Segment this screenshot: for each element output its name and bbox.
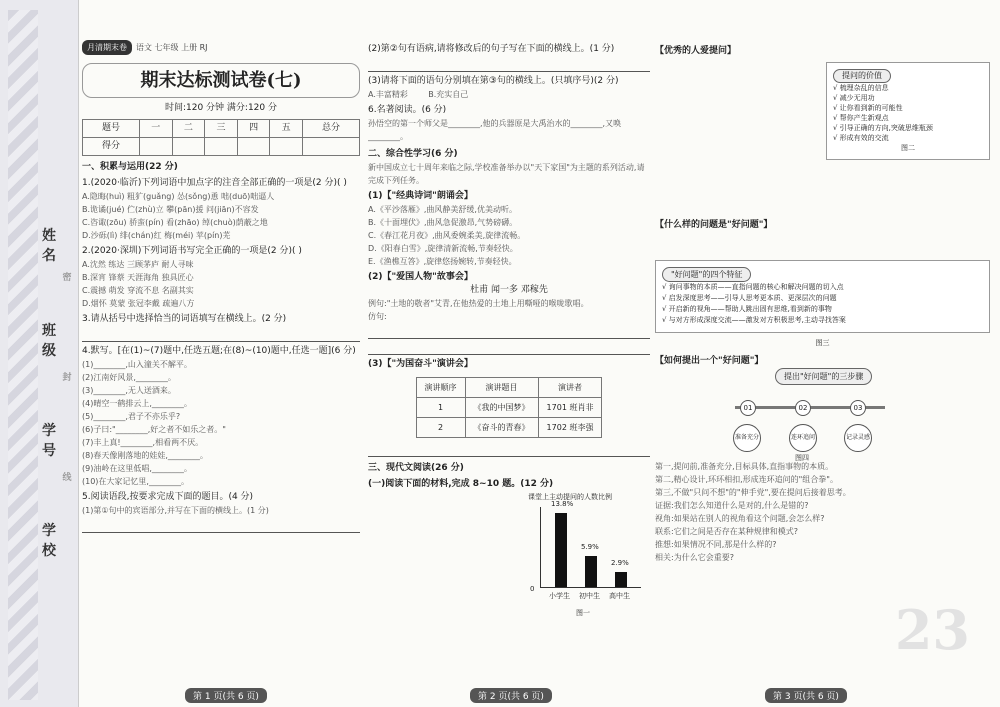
score-row-label: 得分 — [83, 138, 140, 156]
recite-line: (1)________,山入潼关不解平。 — [82, 360, 192, 369]
table-cell: 《我的中国梦》 — [465, 398, 538, 418]
page-3 — [655, 40, 990, 670]
paragraph: 第二,精心设计,环环相扣,形成连环追问的"组合拳"。 — [655, 475, 838, 484]
data-label: 2.9% — [611, 559, 629, 567]
task-3: (3)【"为国奋斗"演讲会】 — [368, 359, 473, 369]
paragraph: 第一,提问前,准备充分,目标具体,直指事物的本质。 — [655, 462, 834, 471]
id-label: 学号 — [42, 423, 56, 459]
option: A.沈然 练达 三顾茅庐 耐人寻味 — [82, 260, 194, 269]
subquestion: (1)第①句中的宾语部分,并写在下面的横线上。(1 分) — [82, 506, 269, 515]
reading-heading: (一)阅读下面的材料,完成 8~10 题。(12 分) — [368, 479, 554, 489]
text-block — [655, 232, 990, 256]
text-block — [655, 164, 990, 214]
table-cell: 1702 班李强 — [538, 418, 602, 438]
recite-line: (4)晴空一鹤排云上,________。 — [82, 399, 192, 408]
people-list: 杜甫 闻一多 邓稼先 — [470, 285, 548, 295]
class-label: 班级 — [42, 323, 56, 359]
score-cell[interactable] — [270, 138, 303, 156]
recite-line: (5)________,君子不亦乐乎? — [82, 412, 181, 421]
category-label: 高中生 — [609, 592, 630, 600]
score-header: 三 — [205, 120, 238, 138]
answer-line[interactable] — [82, 329, 360, 342]
answer-line[interactable] — [368, 326, 650, 339]
category-label: 小学生 — [549, 592, 570, 600]
series-tag: 月清期末卷 — [82, 40, 132, 55]
option: A.丰富精彩 — [368, 90, 408, 99]
table-cell: 2 — [416, 418, 465, 438]
reading-block — [368, 491, 650, 621]
score-header: 四 — [237, 120, 270, 138]
example-sentence: 例句:"土地的敬者"艾青,在他热爱的土地上用嘶哑的喉咙歌唱。 — [368, 299, 589, 308]
score-header: 题号 — [83, 120, 140, 138]
section-heading: 一、积累与运用(22 分) — [82, 162, 178, 172]
question-5: 5.阅读语段,按要求完成下面的题目。(4 分) — [82, 492, 254, 502]
task-1: (1)【"经典诗词"朗诵会】 — [368, 191, 473, 201]
list-item: √ 开启新的视角——帮助人跳出固有思维,看到新的事物 — [662, 305, 832, 313]
paragraph: 联系:它们之间是否存在某种规律和模式? — [655, 527, 798, 536]
table-cell: 1 — [416, 398, 465, 418]
school-label: 学校 — [42, 523, 56, 559]
answer-line[interactable] — [82, 520, 360, 533]
option: A.隐晦(huì) 粗犷(guǎng) 怂(sǒng)恿 咄(duō)咄逼人 — [82, 192, 275, 201]
category-label: 初中生 — [579, 592, 600, 600]
subquestion: (3)请将下面的语句分别填在第③句的横线上。(只填序号)(2 分) — [368, 76, 619, 86]
score-table — [82, 119, 360, 156]
figure-caption: 图四 — [795, 454, 809, 462]
text-block — [655, 58, 820, 162]
figure-4 — [655, 368, 990, 460]
table-cell: 《奋斗的青春》 — [465, 418, 538, 438]
page-footer: 第 3 页(共 6 页) — [765, 688, 847, 703]
recite-line: (9)油岭在这里低唱,________。 — [82, 464, 192, 473]
option: C.震撼 萌发 穿流不息 名副其实 — [82, 286, 194, 295]
binding-pattern — [8, 10, 38, 700]
figure-title: "好问题"的四个特征 — [662, 267, 751, 282]
figure-caption: 图二 — [901, 144, 915, 152]
step-number: 02 — [795, 400, 811, 416]
figure-caption: 图三 — [815, 339, 830, 347]
score-cell[interactable] — [205, 138, 238, 156]
name-label: 姓名 — [42, 228, 56, 264]
bar — [615, 572, 627, 587]
score-cell[interactable] — [140, 138, 173, 156]
answer-line[interactable] — [368, 342, 650, 355]
imitate-label: 仿句: — [368, 312, 387, 321]
section-heading: 【如何提出一个"好问题"】 — [655, 356, 764, 366]
option: B.《十面埋伏》,曲风急促激昂,气势磅礴。 — [368, 218, 518, 227]
paragraph: 推想:如果情况不同,那是什么样的? — [655, 540, 777, 549]
option: E.《渔樵互答》,旋律悠扬婉转,节奏轻快。 — [368, 257, 517, 266]
axis-zero: 0 — [530, 585, 535, 593]
question-3: 3.请从括号中选择恰当的词语填写在横线上。(2 分) — [82, 314, 287, 324]
speech-table — [416, 377, 603, 438]
option: A.《平沙落雁》,曲风静美舒缓,优美动听。 — [368, 205, 517, 214]
step-number: 01 — [740, 400, 756, 416]
exam-meta: 时间:120 分钟 满分:120 分 — [164, 103, 277, 113]
option: D.烟怀 莫蒙 张冠李戴 疏遍八方 — [82, 299, 195, 308]
step-label: 连环追问 — [789, 424, 817, 452]
score-cell[interactable] — [302, 138, 359, 156]
score-cell[interactable] — [237, 138, 270, 156]
figure-title: 提问的价值 — [833, 69, 891, 83]
seal-mark: 封 — [62, 373, 72, 383]
question-2: 2.(2020·深圳)下列词语书写完全正确的一项是(2 分)( ) — [82, 246, 302, 256]
section-heading: 【优秀的人爱提问】 — [655, 46, 737, 56]
bar — [555, 513, 567, 587]
list-item: √ 形成有效的交流 — [833, 134, 889, 142]
page-2 — [368, 40, 650, 670]
figure-caption: 图一 — [576, 609, 590, 617]
recite-line: (6)子曰:"________,好之者不如乐之者。" — [82, 425, 226, 434]
seal-mark: 密 — [62, 273, 72, 283]
score-cell[interactable] — [172, 138, 205, 156]
option: C.咨诹(zōu) 骄蛮(pín) 看(zhāo) 绰(chuò)荫蔽之地 — [82, 218, 268, 227]
plot-area — [540, 500, 641, 600]
option: B.充实自己 — [428, 90, 469, 99]
reading-text: 孙悟空的第一个师父是________,他的兵器原是大禹治水的________,又唤________。 — [368, 119, 622, 141]
page-1 — [82, 40, 360, 670]
section-heading: 二、综合性学习(6 分) — [368, 149, 458, 159]
page-footer: 第 2 页(共 6 页) — [470, 688, 552, 703]
option: D.沙砾(lì) 绯(chán)红 梅(méi) 苹(pín)芜 — [82, 231, 231, 240]
list-item: √ 帮你产生新观点 — [833, 114, 889, 122]
recite-line: (2)江南好风景,________。 — [82, 373, 176, 382]
seal-mark: 线 — [62, 473, 72, 483]
list-item: √ 询问事物的本质——直指问题的核心和解决问题的切入点 — [662, 283, 844, 291]
option: B.深宵 锋蔡 天涯海角 独具匠心 — [82, 273, 194, 282]
paragraph: 视角:如果站在别人的视角看这个问题,会怎么样? — [655, 514, 825, 523]
question-6: 6.名著阅读。(6 分) — [368, 105, 447, 115]
binding-margin — [0, 0, 79, 707]
section-heading: 三、现代文阅读(26 分) — [368, 463, 464, 473]
answer-line[interactable] — [368, 444, 650, 457]
answer-line[interactable] — [368, 59, 650, 72]
score-header: 一 — [140, 120, 173, 138]
figure-title: 提出"好问题"的三步骤 — [775, 368, 872, 385]
step-number: 03 — [850, 400, 866, 416]
recite-line: (10)在大家记忆里,________。 — [82, 477, 189, 486]
score-header: 二 — [172, 120, 205, 138]
list-item: √ 与对方形成深度交流——激发对方积极思考,主动寻找答案 — [662, 316, 846, 324]
data-label: 5.9% — [581, 543, 599, 551]
subject-header: 语文 七年级 上册 RJ — [136, 43, 208, 52]
chart-title: 课堂上主动提问的人数比例 — [528, 493, 612, 501]
list-item: √ 引导正确的方向,突破思维瓶颈 — [833, 124, 933, 132]
table-cell: 1701 班肖非 — [538, 398, 602, 418]
task-2: (2)【"爱国人物"故事会】 — [368, 272, 473, 282]
recite-line: (3)________,无人送酒来。 — [82, 386, 176, 395]
bar — [585, 556, 597, 587]
option: B.诡谲(jué) 伫(zhù)立 攀(pān)援 问(jiān)不容发 — [82, 205, 259, 214]
table-header: 演讲顺序 — [416, 378, 465, 398]
option: D.《阳春白雪》,旋律清新流畅,节奏轻快。 — [368, 244, 518, 253]
score-header: 五 — [270, 120, 303, 138]
intro-text: 新中国成立七十周年来临之际,学校准备举办以"天下家国"为主题的系列活动,请完成下列任务。 — [368, 163, 645, 185]
question-4: 4.默写。[在(1)~(7)题中,任选五题;在(8)~(10)题中,任选一题](6 分) — [82, 346, 356, 356]
list-item: √ 梳理杂乱的信息 — [833, 84, 889, 92]
recite-line: (8)春天像刚落地的娃娃,________。 — [82, 451, 208, 460]
list-item: √ 减少无用功 — [833, 94, 875, 102]
paragraph: 证据:我们怎么知道什么是对的,什么是错的? — [655, 501, 809, 510]
recite-line: (7)丰上真!________,相看两不厌。 — [82, 438, 204, 447]
table-header: 演讲题目 — [465, 378, 538, 398]
paragraph: 第三,不做"只问不想"的"伸手党",要在提问后接着思考。 — [655, 488, 851, 497]
data-label: 13.8% — [551, 500, 574, 508]
table-header: 演讲者 — [538, 378, 602, 398]
step-label: 准备充分 — [733, 424, 761, 452]
score-header: 总分 — [302, 120, 359, 138]
title-box — [82, 63, 360, 98]
figure-2 — [826, 62, 990, 160]
bar-chart — [528, 491, 646, 619]
figure-3 — [655, 260, 990, 333]
paragraph: 相关:为什么它会重要? — [655, 553, 734, 562]
subquestion: (2)第②句有语病,请将修改后的句子写在下面的横线上。(1 分) — [368, 44, 615, 54]
list-item: √ 让你看到新的可能性 — [833, 104, 903, 112]
list-item: √ 启发深度思考——引导人思考更本质、更深层次的问题 — [662, 294, 837, 302]
page-number-watermark: 23 — [894, 598, 970, 662]
question-1: 1.(2020·临沂)下列词语中加点字的注音全部正确的一项是(2 分)( ) — [82, 178, 347, 188]
exam-title: 期末达标测试卷(七) — [140, 70, 302, 91]
step-label: 记录灵感 — [844, 424, 872, 452]
section-heading: 【什么样的问题是"好问题"】 — [655, 220, 773, 230]
option: C.《春江花月夜》,曲风委婉柔美,旋律流畅。 — [368, 231, 526, 240]
page-footer: 第 1 页(共 6 页) — [185, 688, 267, 703]
